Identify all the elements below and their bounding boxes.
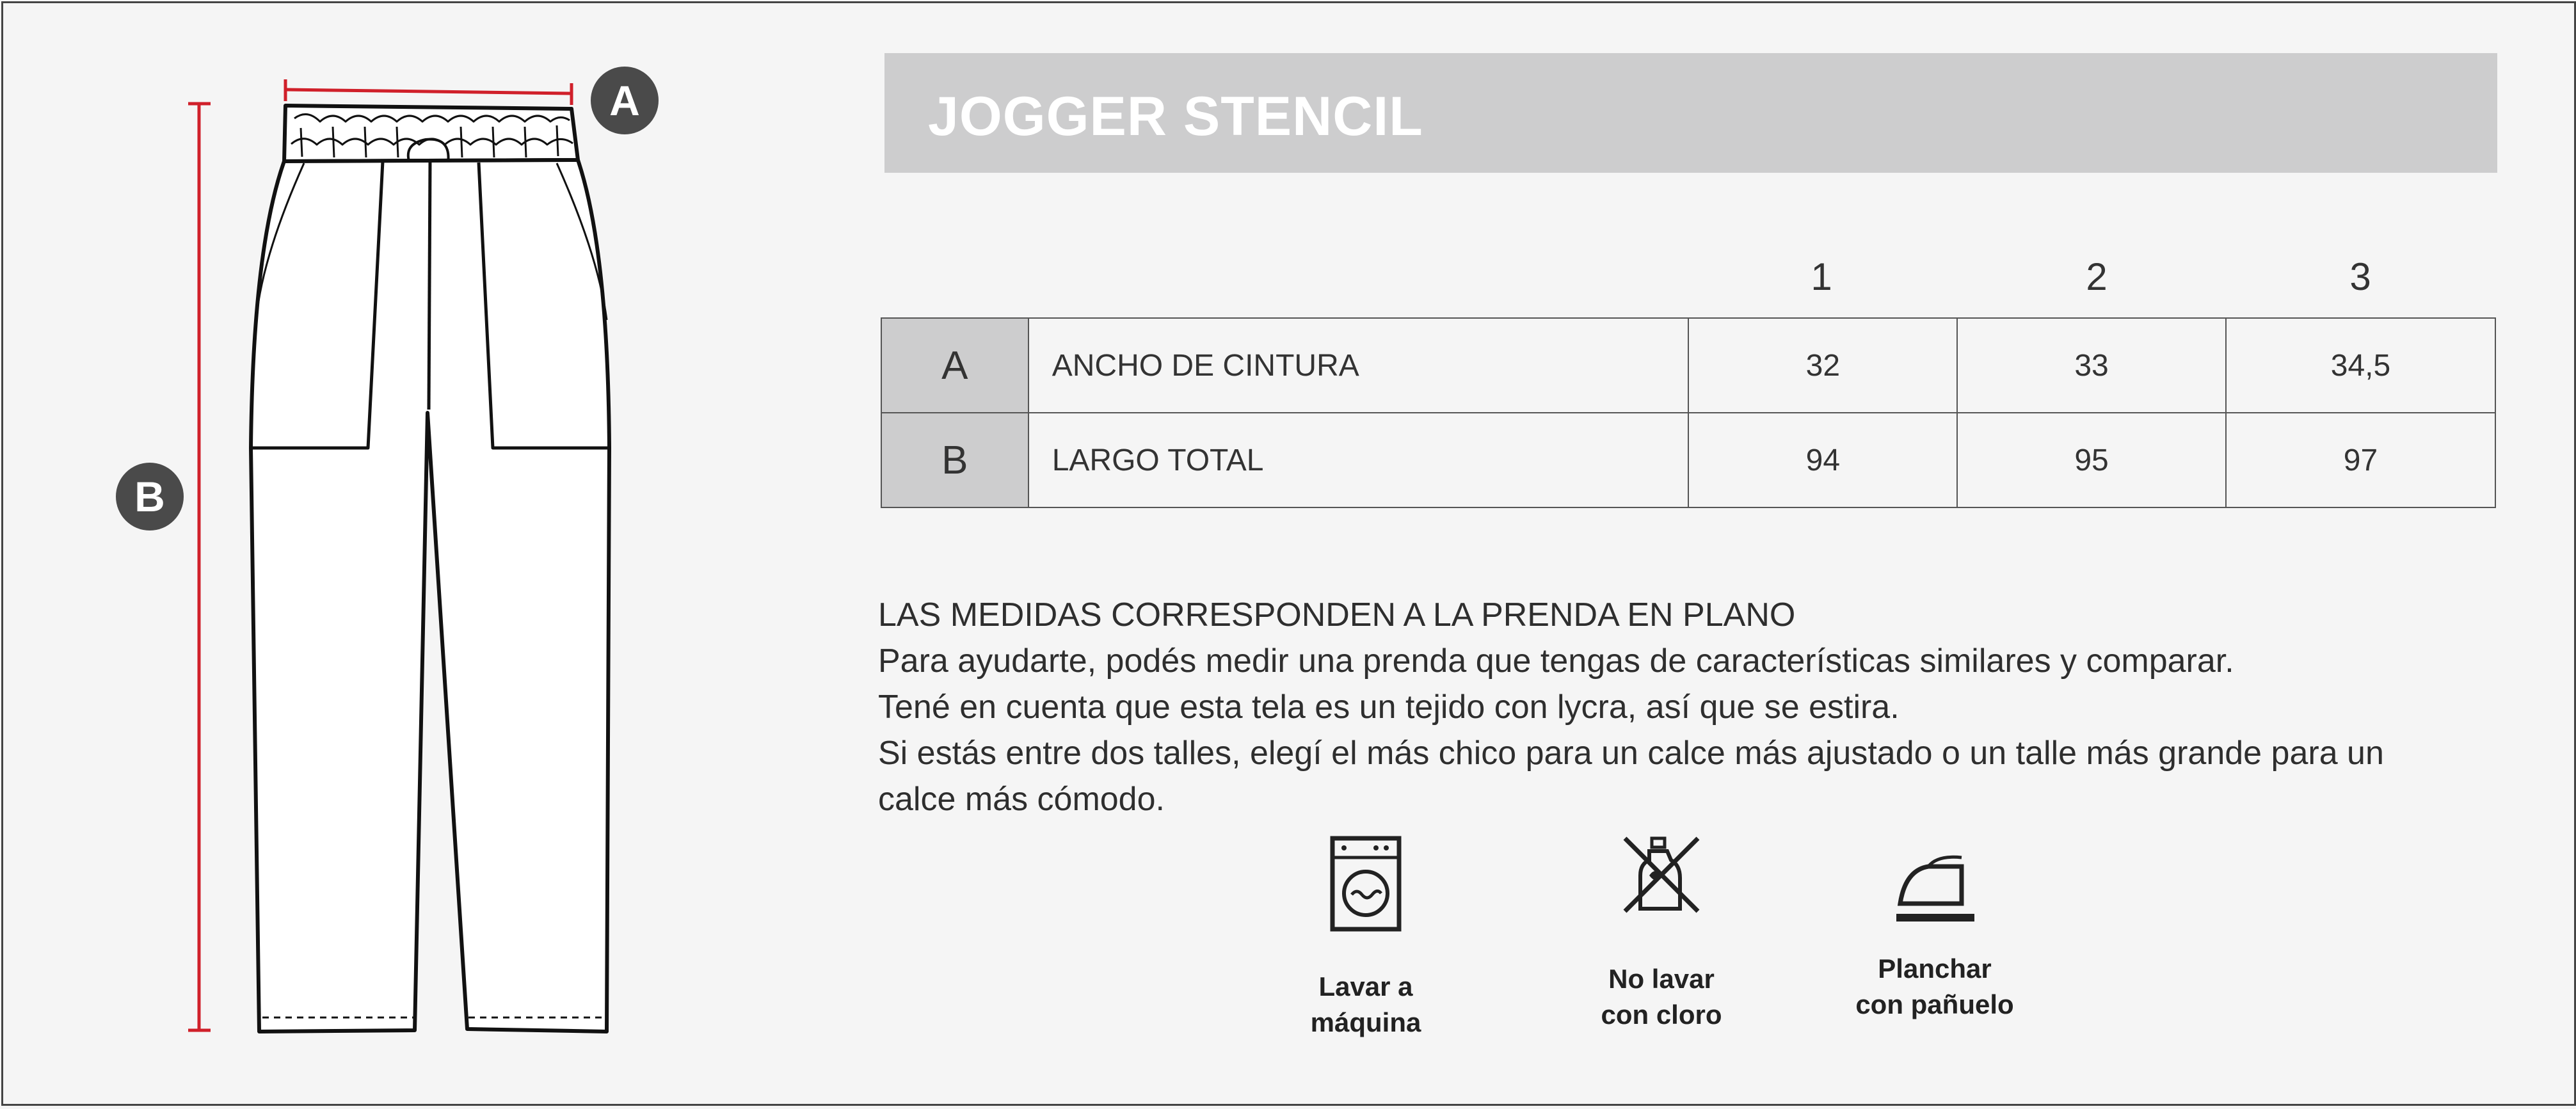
title-banner bbox=[884, 53, 2497, 173]
care-label-line: Lavar a bbox=[1318, 971, 1413, 1001]
length-measure-line bbox=[188, 104, 211, 1030]
care-label-line: No lavar bbox=[1608, 964, 1715, 994]
badge-a: A bbox=[591, 67, 659, 134]
badge-b: B bbox=[116, 463, 184, 531]
size-header-3: 3 bbox=[2349, 255, 2371, 298]
care-label-line: con cloro bbox=[1601, 1000, 1722, 1030]
jogger-drawing bbox=[0, 0, 704, 1106]
care-machine-wash bbox=[1251, 833, 1481, 1041]
care-label-line: con pañuelo bbox=[1855, 989, 2014, 1019]
care-label-line: máquina bbox=[1310, 1007, 1421, 1037]
row-value: 33 bbox=[1957, 318, 2226, 413]
note-line: Para ayudarte, podés medir una prenda que tengas de características similares y comparar. bbox=[878, 642, 2234, 680]
row-value: 94 bbox=[1688, 413, 1957, 507]
note-line: Si estás entre dos talles, elegí el más chico para un calce más ajustado o un talle más grande para un bbox=[878, 735, 2384, 772]
size-header-2: 2 bbox=[2086, 255, 2108, 298]
row-value: 95 bbox=[1957, 413, 2226, 507]
row-value: 97 bbox=[2226, 413, 2495, 507]
row-measure: LARGO TOTAL bbox=[1028, 413, 1689, 507]
row-code: B bbox=[881, 413, 1028, 507]
note-line: Tené en cuenta que esta tela es un tejido con lycra, así que se estira. bbox=[878, 689, 1900, 726]
row-measure: ANCHO DE CINTURA bbox=[1028, 318, 1689, 413]
table-row bbox=[881, 318, 2495, 413]
care-label bbox=[1546, 961, 1777, 1033]
iron-icon bbox=[1890, 833, 1980, 929]
washing-machine-icon bbox=[1327, 833, 1404, 934]
pants-illustration bbox=[0, 0, 704, 1106]
care-iron bbox=[1820, 833, 2050, 1023]
care-no-bleach bbox=[1546, 833, 1777, 1033]
size-header-1: 1 bbox=[1811, 255, 1832, 298]
row-code: A bbox=[881, 318, 1028, 413]
size-table bbox=[881, 317, 2496, 508]
row-value: 34,5 bbox=[2226, 318, 2495, 413]
care-label bbox=[1251, 969, 1481, 1041]
notes-heading: LAS MEDIDAS CORRESPONDEN A LA PRENDA EN PLANO bbox=[878, 596, 1796, 634]
product-title: JOGGER STENCIL bbox=[928, 86, 1423, 147]
row-value: 32 bbox=[1688, 318, 1957, 413]
table-row bbox=[881, 413, 2495, 507]
care-label-line: Planchar bbox=[1878, 953, 1992, 984]
no-bleach-icon bbox=[1620, 833, 1703, 916]
care-label bbox=[1820, 951, 2050, 1023]
note-line: calce más cómodo. bbox=[878, 781, 1165, 818]
measurement-notes bbox=[878, 592, 2465, 822]
waist-measure-line bbox=[285, 79, 572, 105]
